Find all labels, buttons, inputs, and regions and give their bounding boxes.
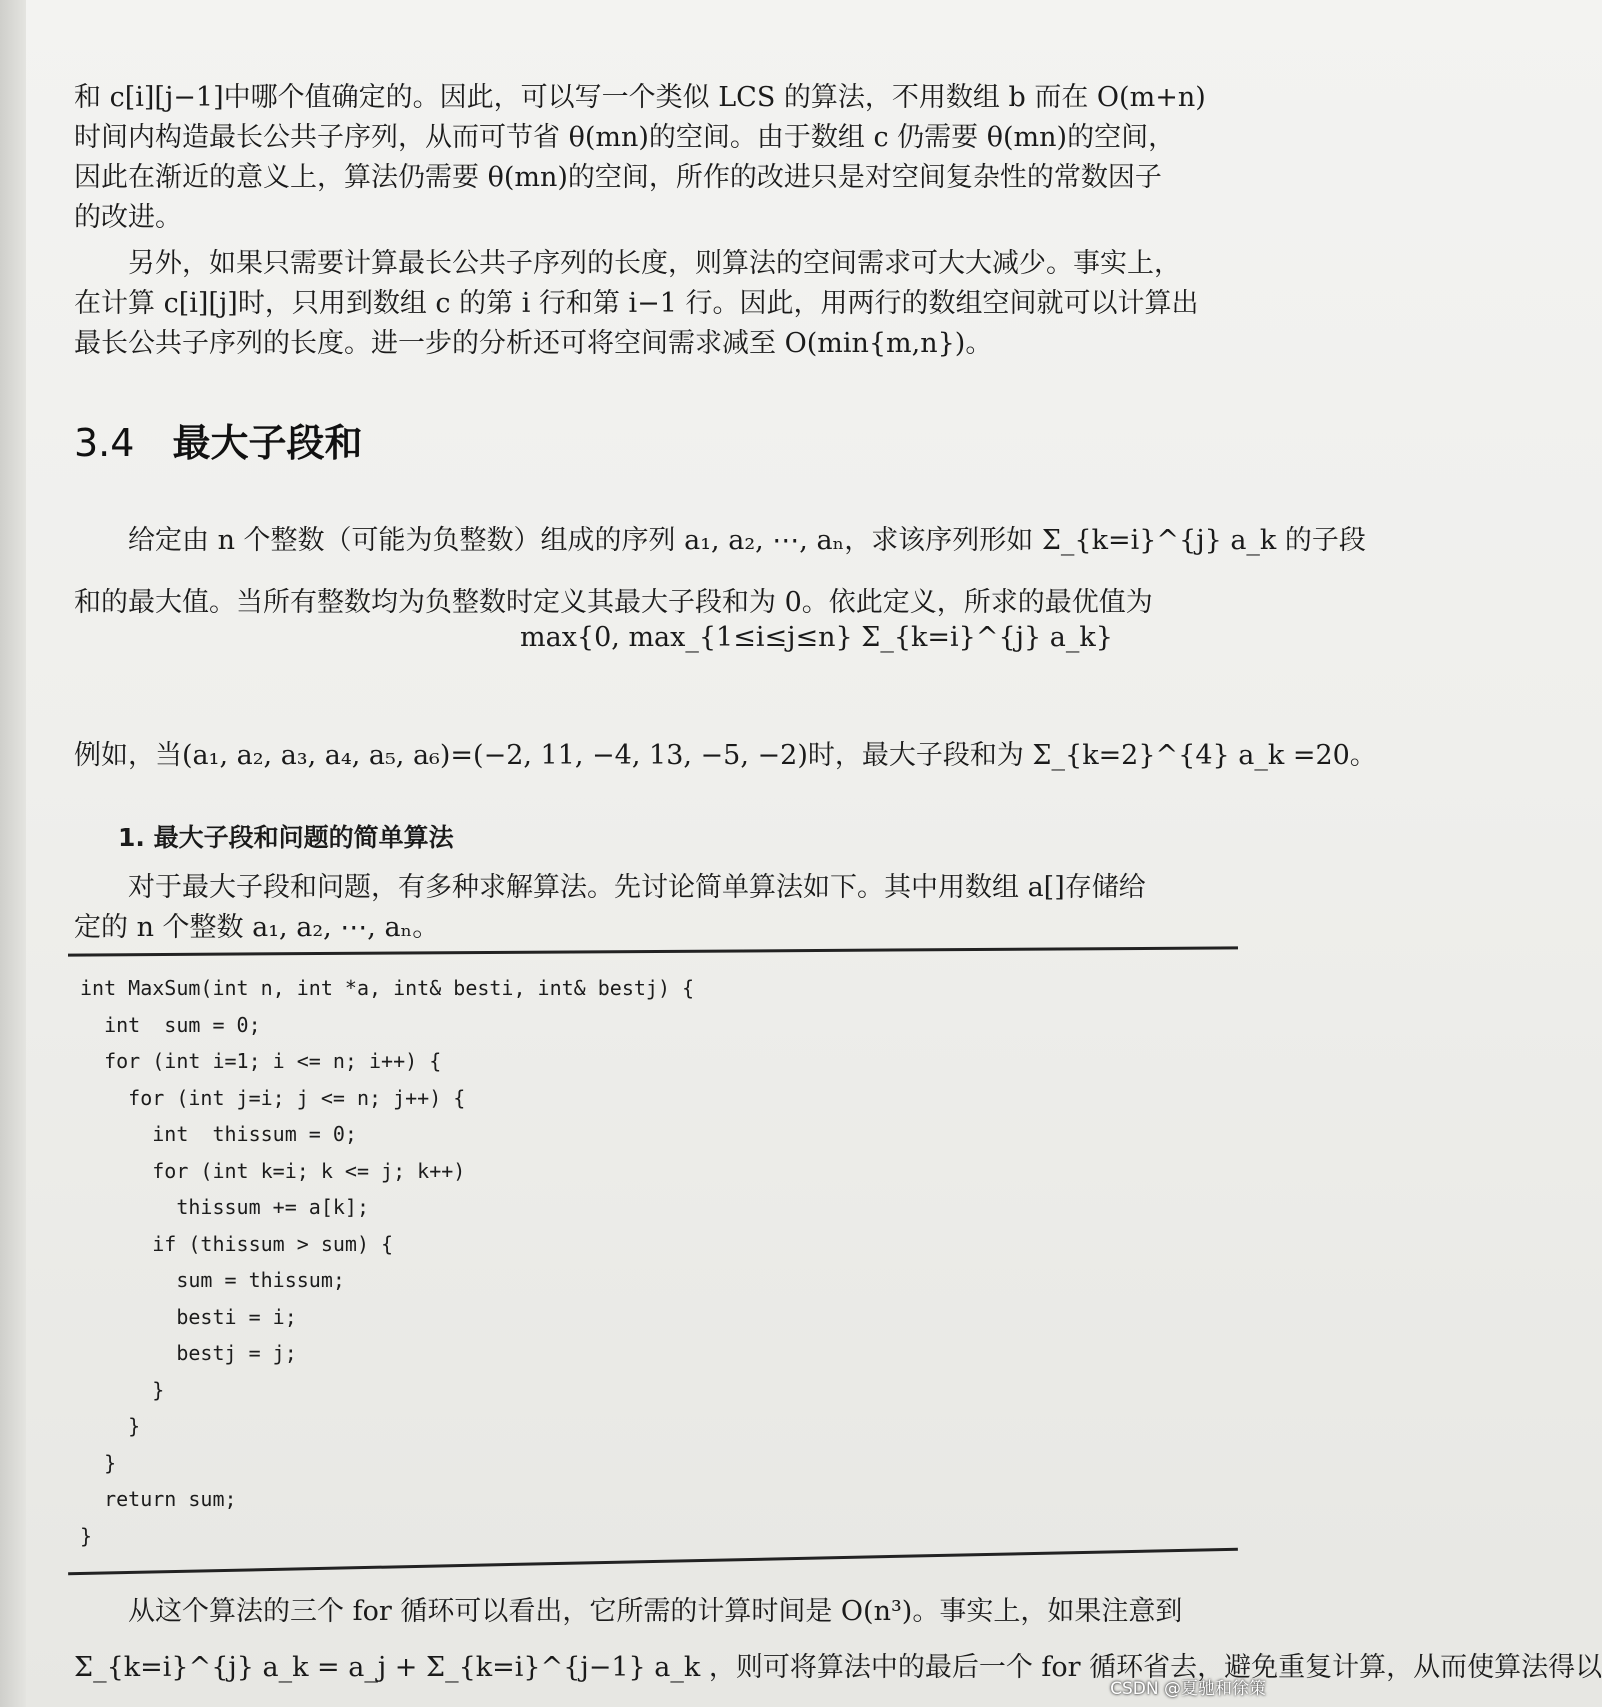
code-line: for (int j=i; j <= n; j++) {	[80, 1085, 466, 1110]
text-line: 定的 n 个整数 a₁, a₂, ⋯, aₙ。	[74, 912, 440, 943]
algo-paragraph	[74, 868, 1224, 948]
code-line: sum = thissum;	[80, 1268, 345, 1292]
code-line: for (int i=1; i <= n; i++) {	[80, 1049, 442, 1073]
code-line: }	[80, 1523, 93, 1548]
code-line: }	[80, 1377, 165, 1402]
text-line: 对于最大子段和问题，有多种求解算法。先讨论简单算法如下。其中用数组 a[]存储给	[128, 872, 1146, 903]
section-title: 最大子段和	[172, 421, 363, 465]
second-paragraph	[74, 244, 1224, 364]
text-line: 给定由 n 个整数（可能为负整数）组成的序列 a₁, a₂, ⋯, aₙ，求该序列形如 Σ_{k=i}^{j} a_k 的子段	[128, 525, 1366, 556]
text-line: 和的最大值。当所有整数均为负整数时定义其最大子段和为 0。依此定义，所求的最优值为	[74, 587, 1153, 618]
example-paragraph	[74, 736, 1377, 776]
subsection-heading: 1. 最大子段和问题的简单算法	[118, 823, 454, 852]
text-line: 最长公共子序列的长度。进一步的分析还可将空间需求减至 O(min{m,n})。	[74, 328, 993, 359]
code-line: int MaxSum(int n, int *a, int& besti, int& bestj) {	[80, 976, 695, 1000]
text-line: 时间内构造最长公共子序列，从而可节省 θ(mn)的空间。由于数组 c 仍需要 θ(mn)的空间，	[74, 122, 1176, 153]
page-edge	[0, 0, 26, 1707]
section-number: 3.4	[74, 421, 135, 465]
code-line: return sum;	[80, 1487, 237, 1511]
code-line: if (thissum > sum) {	[80, 1231, 394, 1256]
code-line: int sum = 0;	[80, 1012, 261, 1037]
definition-paragraph	[74, 510, 1366, 634]
watermark: CSDN @夏驰和徐策	[1110, 1679, 1266, 1699]
intro-paragraph	[74, 78, 1224, 238]
code-line: thissum += a[k];	[80, 1195, 369, 1219]
code-listing	[80, 970, 694, 1554]
text-line: 的改进。	[74, 202, 182, 233]
text-line: 因此在渐近的意义上，算法仍需要 θ(mn)的空间，所作的改进只是对空间复杂性的常数因子	[74, 162, 1162, 193]
code-line: int thissum = 0;	[80, 1122, 357, 1146]
code-line: besti = i;	[80, 1304, 297, 1329]
text-line: 另外，如果只需要计算最长公共子序列的长度，则算法的空间需求可大大减少。事实上，	[128, 248, 1181, 279]
text-line: 在计算 c[i][j]时，只用到数组 c 的第 i 行和第 i−1 行。因此，用两行的数组空间就可以计算出	[74, 288, 1199, 319]
text-line: 和 c[i][j−1]中哪个值确定的。因此，可以写一个类似 LCS 的算法，不用数组 b 而在 O(m+n)	[74, 82, 1206, 113]
example-line: 例如，当(a₁, a₂, a₃, a₄, a₅, a₆)=(−2, 11, −4, 13, −5, −2)时，最大子段和为 Σ_{k=2}^{4} a_k =20。	[74, 740, 1377, 771]
text-line: Σ_{k=i}^{j} a_k = a_j + Σ_{k=i}^{j−1} a_k ，则可将算法中的最后一个 for 循环省去，避免重复计算，从而使算法得以	[74, 1652, 1602, 1683]
closing-paragraph	[74, 1584, 1602, 1696]
max-formula	[520, 622, 1113, 653]
code-line: for (int k=i; k <= j; k++)	[80, 1158, 466, 1183]
text-line: 从这个算法的三个 for 循环可以看出，它所需的计算时间是 O(n³)。事实上，如果注意到	[128, 1596, 1183, 1627]
code-line: bestj = j;	[80, 1341, 297, 1365]
section-heading	[74, 412, 362, 467]
code-line: }	[80, 1414, 141, 1438]
formula-text: max{0, max_{1≤i≤j≤n} Σ_{k=i}^{j} a_k}	[520, 622, 1113, 653]
code-line: }	[80, 1450, 117, 1475]
